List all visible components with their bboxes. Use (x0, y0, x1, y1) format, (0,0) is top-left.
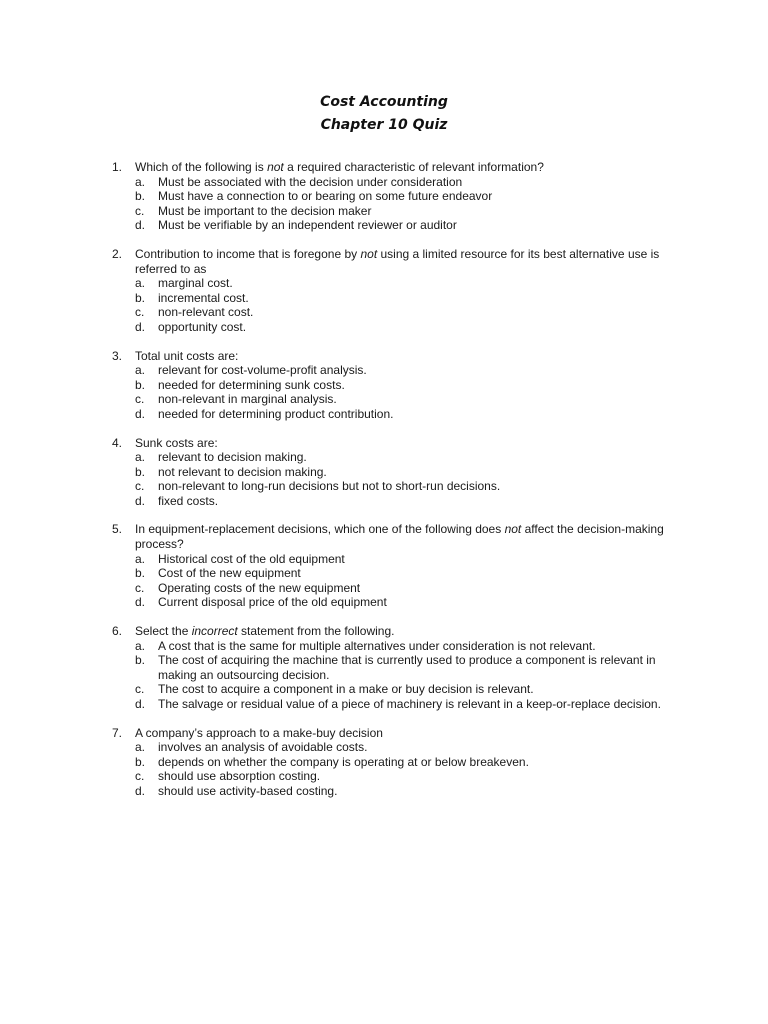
answer-option (135, 755, 692, 770)
option-text: opportunity cost. (158, 319, 247, 334)
option-letter: d. (135, 218, 146, 233)
question-stem-emphasis: not (360, 246, 378, 261)
question-number: 5. (112, 522, 123, 537)
answer-option (135, 740, 692, 755)
option-text: depends on whether the company is operating at or below breakeven. (158, 754, 529, 769)
option-letter: c. (135, 479, 145, 494)
question-stem (135, 624, 692, 639)
question-list (112, 160, 692, 813)
option-letter: a. (135, 450, 146, 465)
option-text: The cost to acquire a component in a make or buy decision is relevant. (158, 682, 534, 697)
option-letter: d. (135, 319, 146, 334)
question-stem-text: affect the decision-making process? (135, 522, 664, 552)
answer-option (135, 204, 692, 219)
option-text: relevant to decision making. (158, 450, 307, 465)
answer-option (135, 639, 692, 654)
question-stem-text: In equipment-replacement decisions, which one of the following does (135, 522, 505, 537)
question-item (112, 436, 692, 509)
question-stem (135, 247, 692, 276)
question-stem-text: Total unit costs are: (135, 348, 239, 363)
answer-option (135, 682, 692, 697)
answer-option (135, 218, 692, 233)
option-text: Must be verifiable by an independent reviewer or auditor (158, 218, 457, 233)
question-item (112, 247, 692, 335)
option-letter: c. (135, 305, 145, 320)
question-stem (135, 726, 692, 741)
question-number: 3. (112, 348, 123, 363)
option-text: non-relevant to long-run decisions but not to short-run decisions. (158, 479, 501, 494)
question-stem-text: Sunk costs are: (135, 435, 218, 450)
option-text: marginal cost. (158, 276, 233, 291)
option-letter: b. (135, 189, 146, 204)
option-text: non-relevant in marginal analysis. (158, 392, 337, 407)
question-number: 2. (112, 246, 123, 261)
question-item (112, 349, 692, 422)
option-letter: d. (135, 783, 146, 798)
answer-option (135, 305, 692, 320)
question-item (112, 726, 692, 799)
option-text: A cost that is the same for multiple alternatives under consideration is not relevant. (158, 638, 596, 653)
question-item (112, 624, 692, 712)
option-text: Cost of the new equipment (158, 566, 301, 581)
option-letter: d. (135, 595, 146, 610)
answer-option (135, 407, 692, 422)
option-letter: a. (135, 363, 146, 378)
option-letter: c. (135, 682, 145, 697)
option-text: The cost of acquiring the machine that is currently used to produce a component is relevant in making an outsourcing decision. (158, 653, 656, 682)
option-text: involves an analysis of avoidable costs. (158, 740, 368, 755)
question-number: 7. (112, 725, 123, 740)
question-stem (135, 436, 692, 451)
question-stem (135, 349, 692, 364)
answer-option (135, 653, 692, 682)
option-letter: b. (135, 377, 146, 392)
option-letter: b. (135, 653, 146, 668)
option-letter: b. (135, 464, 146, 479)
question-stem-emphasis: not (267, 160, 284, 174)
answer-option (135, 552, 692, 567)
question-stem-text: statement from the following. (237, 624, 395, 639)
question-stem-text: using a limited resource for its best alternative use is referred to as (135, 246, 660, 276)
option-text: relevant for cost-volume-profit analysis. (158, 363, 367, 378)
answer-option (135, 392, 692, 407)
option-letter: d. (135, 406, 146, 421)
option-letter: c. (135, 203, 145, 218)
question-stem (135, 160, 692, 175)
option-text: should use absorption costing. (158, 769, 321, 784)
question-number: 4. (112, 435, 123, 450)
option-letter: c. (135, 392, 145, 407)
option-letter: c. (135, 580, 145, 595)
answer-option (135, 276, 692, 291)
answer-option (135, 378, 692, 393)
option-text: not relevant to decision making. (158, 464, 327, 479)
answer-option (135, 189, 692, 204)
answer-option (135, 291, 692, 306)
page-subtitle: Chapter 10 Quiz (320, 117, 448, 133)
question-item (112, 522, 692, 610)
option-letter: a. (135, 551, 146, 566)
option-text: Current disposal price of the old equipment (158, 595, 387, 610)
question-stem-text: a required characteristic of relevant information? (283, 160, 544, 174)
answer-option (135, 494, 692, 509)
question-stem-emphasis: incorrect (191, 624, 238, 639)
answer-option (135, 595, 692, 610)
answer-option (135, 581, 692, 596)
answer-option (135, 697, 692, 712)
option-text: Operating costs of the new equipment (158, 580, 361, 595)
answer-option (135, 479, 692, 494)
option-letter: b. (135, 754, 146, 769)
option-text: Must be associated with the decision under consideration (158, 174, 463, 189)
answer-option (135, 784, 692, 799)
option-text: Must have a connection to or bearing on some future endeavor (158, 189, 493, 204)
answer-option (135, 465, 692, 480)
option-letter: a. (135, 638, 146, 653)
option-text: needed for determining sunk costs. (158, 377, 345, 392)
option-letter: a. (135, 740, 146, 755)
question-stem (135, 522, 692, 551)
question-stem-text: A company’s approach to a make-buy decision (135, 725, 383, 740)
option-letter: a. (135, 174, 146, 189)
option-text: fixed costs. (158, 493, 219, 508)
answer-option (135, 363, 692, 378)
page-title: Cost Accounting (320, 94, 448, 110)
option-text: The salvage or residual value of a piece of machinery is relevant in a keep-or-replace decision. (158, 697, 661, 711)
answer-option (135, 566, 692, 581)
option-text: needed for determining product contribution. (158, 406, 394, 421)
question-stem-text: Select the (135, 624, 192, 639)
question-item (112, 160, 692, 233)
option-letter: d. (135, 697, 146, 711)
question-stem-emphasis: not (504, 522, 522, 537)
option-letter: d. (135, 493, 146, 508)
question-number: 1. (112, 160, 123, 174)
option-letter: b. (135, 566, 146, 581)
answer-option (135, 320, 692, 335)
answer-option (135, 175, 692, 190)
question-number: 6. (112, 624, 123, 639)
question-stem-text: Contribution to income that is foregone by (135, 246, 361, 261)
question-stem-text: Which of the following is (135, 160, 268, 174)
option-text: incremental cost. (158, 290, 249, 305)
option-letter: a. (135, 276, 146, 291)
answer-option (135, 769, 692, 784)
option-letter: c. (135, 769, 145, 784)
option-text: should use activity-based costing. (158, 783, 338, 798)
title-block (0, 91, 768, 137)
option-letter: b. (135, 290, 146, 305)
option-text: non-relevant cost. (158, 305, 254, 320)
option-text: Historical cost of the old equipment (158, 551, 345, 566)
option-text: Must be important to the decision maker (158, 203, 372, 218)
answer-option (135, 450, 692, 465)
